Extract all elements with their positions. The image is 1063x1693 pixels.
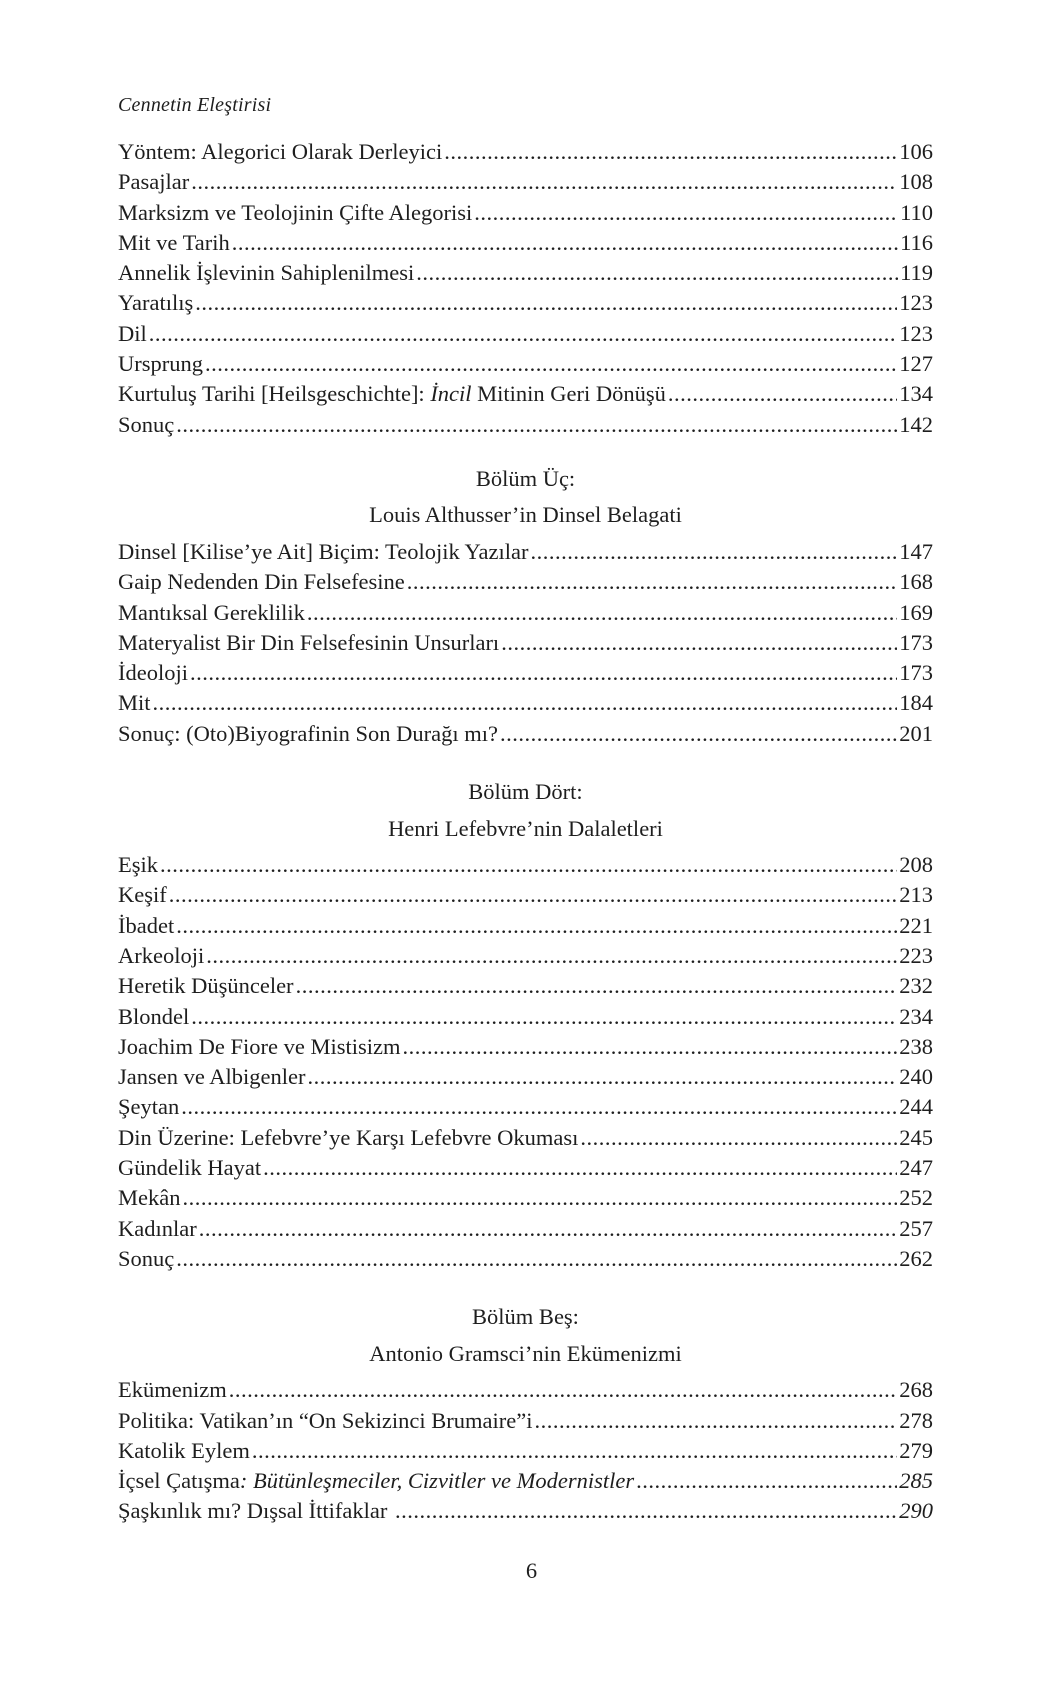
toc-entry-title: Keşif: [118, 882, 167, 908]
toc-entry[interactable]: [118, 1496, 933, 1526]
toc-entry-title-italic: : Bütünleşmeciler, Cizvitler ve Modernistler: [239, 1468, 635, 1494]
dot-leader: [205, 349, 897, 379]
toc-entry-title: Gaip Nedenden Din Felsefesine: [118, 569, 405, 595]
dot-leader: [296, 971, 898, 1001]
dot-leader: [307, 1062, 897, 1092]
dot-leader: [535, 1406, 898, 1436]
chapter-number: Bölüm Dört:: [468, 779, 583, 805]
toc-entry-page: 279: [899, 1437, 933, 1463]
toc-entry-page: 257: [899, 1215, 933, 1241]
toc-entry-title: Eşik: [118, 852, 159, 878]
toc-entry-page: 123: [899, 290, 933, 316]
toc-entry-title: Heretik Düşünceler: [118, 973, 294, 999]
toc-entry[interactable]: [118, 319, 933, 349]
dot-leader: [229, 1375, 898, 1405]
toc-entry[interactable]: [118, 167, 933, 197]
toc-entry[interactable]: [118, 1123, 933, 1153]
dot-leader: [395, 1496, 897, 1526]
toc-entry-title-part: Mitinin Geri Dönüşü: [471, 381, 666, 407]
dot-leader: [181, 1092, 897, 1122]
toc-entry-title: Sonuç: (Oto)Biyografinin Son Durağı mı?: [118, 720, 498, 746]
toc-entry-page: 245: [899, 1124, 933, 1150]
toc-entry-page: 119: [900, 260, 933, 286]
toc-entry-title: İdeoloji: [118, 660, 188, 686]
dot-leader: [530, 537, 897, 567]
dot-leader: [307, 598, 897, 628]
toc-entry-title: Dil: [118, 320, 147, 346]
toc-entry-title: Şeytan: [118, 1094, 180, 1120]
toc-entry-title: Mit ve Tarih: [118, 229, 230, 255]
toc-entry[interactable]: [118, 1436, 933, 1466]
dot-leader: [176, 911, 897, 941]
toc-entry-page: 142: [899, 411, 933, 437]
toc-entry-title: Politika: Vatikan’ın “On Sekizinci Brumaire”i: [118, 1407, 533, 1433]
toc-entry[interactable]: [118, 628, 933, 658]
toc-entry-page: 173: [899, 660, 933, 686]
toc-entry-title: Materyalist Bir Din Felsefesinin Unsurları: [118, 629, 500, 655]
dot-leader: [182, 1183, 897, 1213]
chapter-title: Henri Lefebvre’nin Dalaletleri: [388, 815, 663, 841]
toc-entry[interactable]: [118, 911, 933, 941]
toc-entry-page: 208: [899, 852, 933, 878]
dot-leader: [263, 1153, 897, 1183]
toc-entry[interactable]: [118, 537, 933, 567]
dot-leader: [149, 319, 897, 349]
toc-entry-title: Yöntem: Alegorici Olarak Derleyici: [118, 139, 443, 164]
toc-entry-page: 262: [899, 1245, 933, 1271]
dot-leader: [153, 688, 898, 718]
dot-leader: [444, 137, 897, 167]
toc-entry-title: Mit: [118, 690, 151, 716]
toc-entry[interactable]: [118, 941, 933, 971]
toc-entry-title: Jansen ve Albigenler: [118, 1064, 306, 1090]
toc-entry[interactable]: [118, 567, 933, 597]
toc-entry[interactable]: [118, 1244, 933, 1274]
toc-entry-page: 232: [899, 973, 933, 999]
toc-entry[interactable]: [118, 1214, 933, 1244]
table-of-contents: [118, 137, 933, 1527]
toc-entry-title-part: Kurtuluş Tarihi [Heilsgeschichte]:: [118, 381, 431, 407]
toc-entry-title: Kadınlar: [118, 1215, 197, 1241]
dot-leader: [195, 288, 897, 318]
toc-entry-page: 247: [899, 1155, 933, 1181]
toc-entry[interactable]: [118, 598, 933, 628]
toc-entry-title-part: İçsel Çatışma: [118, 1468, 240, 1494]
dot-leader: [199, 1214, 898, 1244]
toc-entry-title: Annelik İşlevinin Sahiplenilmesi: [118, 260, 415, 286]
toc-entry-page: 147: [899, 538, 933, 564]
dot-leader: [474, 198, 898, 228]
toc-entry-title: Şaşkınlık mı? Dışsal İttifaklar: [118, 1498, 393, 1524]
toc-entry[interactable]: [118, 1032, 933, 1062]
dot-leader: [501, 628, 897, 658]
toc-entry-title: Dinsel [Kilise’ye Ait] Biçim: Teolojik Yazılar: [118, 538, 529, 564]
toc-entry[interactable]: [118, 379, 933, 409]
dot-leader: [190, 658, 897, 688]
dot-leader: [176, 1244, 897, 1274]
page-number: 6: [525, 1558, 538, 1583]
toc-entry[interactable]: [118, 1092, 933, 1122]
toc-entry-page: 268: [899, 1377, 933, 1403]
toc-entry-page: 240: [899, 1064, 933, 1090]
toc-entry[interactable]: [118, 288, 933, 318]
toc-entry-title: Sonuç: [118, 411, 175, 437]
toc-entry-page: 285: [899, 1468, 933, 1494]
toc-entry-title: İbadet: [118, 912, 175, 938]
toc-entry[interactable]: [118, 658, 933, 688]
toc-entry-page: 184: [899, 690, 933, 716]
toc-entry-page: 169: [899, 599, 933, 625]
toc-entry-title: Ekümenizm: [118, 1377, 227, 1403]
toc-entry-title-italic: İncil: [430, 381, 472, 407]
toc-entry[interactable]: [118, 1183, 933, 1213]
toc-entry-page: 290: [899, 1498, 933, 1524]
toc-entry-page: 110: [900, 199, 933, 225]
toc-entry[interactable]: [118, 1375, 933, 1405]
toc-entry-title: Din Üzerine: Lefebvre’ye Karşı Lefebvre Okuması: [118, 1124, 579, 1150]
dot-leader: [160, 850, 897, 880]
toc-entry-page: 106: [899, 139, 933, 164]
toc-entry-title: Yaratılış: [118, 290, 194, 316]
toc-entry-page: 123: [899, 320, 933, 346]
toc-entry[interactable]: [118, 1002, 933, 1032]
toc-entry[interactable]: [118, 228, 933, 258]
toc-entry-page: 168: [899, 569, 933, 595]
toc-entry-page: 116: [900, 229, 933, 255]
chapter-title: Antonio Gramsci’nin Ekümenizmi: [369, 1340, 682, 1366]
chapter-number: Bölüm Üç:: [475, 465, 576, 491]
toc-entry[interactable]: [118, 1406, 933, 1436]
toc-entry-page: 223: [899, 942, 933, 968]
toc-entry-title: [118, 1466, 634, 1496]
toc-entry-page: 213: [899, 882, 933, 908]
dot-leader: [169, 880, 898, 910]
toc-entry[interactable]: [118, 1466, 933, 1496]
toc-entry-title: Arkeoloji: [118, 942, 205, 968]
toc-entry-title: Pasajlar: [118, 169, 190, 195]
toc-entry[interactable]: [118, 719, 933, 749]
dot-leader: [252, 1436, 897, 1466]
toc-entry-page: 221: [899, 912, 933, 938]
toc-entry-page: 234: [899, 1003, 933, 1029]
toc-entry-title: Gündelik Hayat: [118, 1155, 262, 1181]
chapter-title: Louis Althusser’in Dinsel Belagati: [369, 502, 682, 528]
toc-entry-page: 108: [899, 169, 933, 195]
toc-entry-page: 134: [899, 381, 933, 407]
toc-entry-title: Katolik Eylem: [118, 1437, 250, 1463]
dot-leader: [402, 1032, 897, 1062]
toc-entry[interactable]: [118, 410, 933, 440]
toc-entry-title: Ursprung: [118, 351, 203, 377]
toc-entry-title: Joachim De Fiore ve Mistisizm: [118, 1033, 401, 1059]
toc-entry-page: 278: [899, 1407, 933, 1433]
toc-entry-page: 173: [899, 629, 933, 655]
toc-entry-page: 252: [899, 1185, 933, 1211]
dot-leader: [407, 567, 897, 597]
dot-leader: [416, 258, 898, 288]
toc-entry-title: Sonuç: [118, 1245, 175, 1271]
toc-entry[interactable]: [118, 850, 933, 880]
toc-entry[interactable]: [118, 198, 933, 228]
dot-leader: [191, 167, 897, 197]
toc-entry-title: Marksizm ve Teolojinin Çifte Alegorisi: [118, 199, 473, 225]
dot-leader: [206, 941, 897, 971]
toc-entry[interactable]: [118, 349, 933, 379]
toc-entry-title: Mantıksal Gereklilik: [118, 599, 305, 625]
toc-entry[interactable]: [118, 1153, 933, 1183]
dot-leader: [668, 379, 897, 409]
dot-leader: [500, 719, 897, 749]
toc-entry-page: 201: [899, 720, 933, 746]
chapter-number: Bölüm Beş:: [472, 1304, 579, 1330]
toc-entry[interactable]: [118, 258, 933, 288]
toc-entry-page: 238: [899, 1033, 933, 1059]
toc-entry[interactable]: [118, 971, 933, 1001]
toc-entry[interactable]: [118, 688, 933, 718]
running-header: Cennetin Eleştirisi: [118, 94, 272, 116]
toc-entry[interactable]: [118, 1062, 933, 1092]
toc-entry-page: 127: [899, 351, 933, 377]
dot-leader: [580, 1123, 897, 1153]
toc-entry-page: 244: [899, 1094, 933, 1120]
toc-entry[interactable]: [118, 137, 933, 167]
dot-leader: [191, 1002, 897, 1032]
dot-leader: [176, 410, 897, 440]
dot-leader: [636, 1466, 897, 1496]
toc-entry-title: Mekân: [118, 1185, 181, 1211]
toc-entry-title: [118, 379, 666, 409]
toc-entry[interactable]: [118, 880, 933, 910]
dot-leader: [232, 228, 898, 258]
toc-entry-title: Blondel: [118, 1003, 190, 1029]
